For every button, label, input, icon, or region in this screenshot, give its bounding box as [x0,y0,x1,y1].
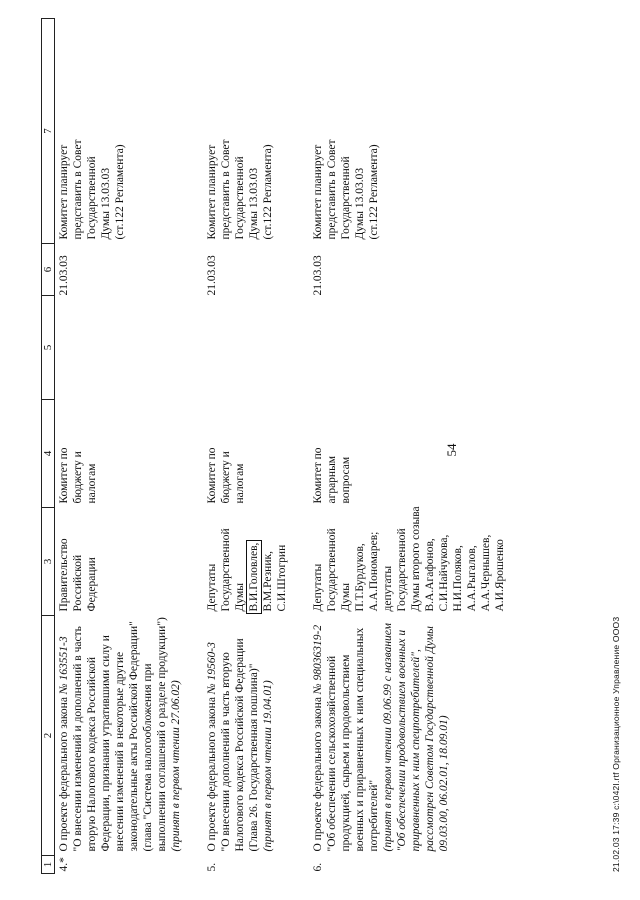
column-header-3: 3 [42,508,55,616]
bill-title [289,616,507,856]
date-cell: 21.03.03 [206,255,218,296]
committee-line: Комитет по [58,447,70,504]
author-line [247,512,261,612]
note-cell [183,19,289,244]
column-header-2: 2 [42,616,55,856]
author-line: А.А.Чернышев, [480,534,492,612]
note-line: представить в Совет [72,139,84,240]
date-cell: 21.03.03 [58,255,70,296]
column-header-4: 4 [42,400,55,508]
bill-title-line: (принят в первом чтении 09.06.99 с названием [382,623,394,852]
bill-title-line: военных и приравненных к ним специальных [354,627,366,852]
column-5-cell [55,296,184,400]
footer-stamp: 21.02.03 17:39 c:\042I.rtf Организационное Управление ООО3 [611,616,621,872]
highlighted-author: В.И.Головлев, [248,542,260,612]
column-header-1: 1 [42,856,55,874]
author-line: Государственной [326,528,338,612]
responsible-committee [289,400,507,508]
note-line: Государственной [86,156,98,240]
bill-title-line: продукцией, сырьем и продовольствием [340,654,352,852]
bill-title [55,616,184,856]
bill-title-lead: О проекте федерального закона [312,694,324,852]
table-row [289,19,507,874]
note-cell [55,19,184,244]
committee-line: налогам [234,463,246,504]
bill-number: № 19560-3 [206,642,218,695]
bill-number: № 98036319-2 [312,624,324,695]
author-line: А.А.Пономарев; [368,531,380,612]
bill-author [183,508,289,616]
author-line: Правительство [58,538,70,612]
bill-title-line: "О внесении дополнений в часть вторую [220,652,232,852]
author-line: А.А.Рыгалов, [466,545,478,612]
author-line: Государственной [396,528,408,612]
bill-title-line [57,620,71,852]
bill-title-line: (Глава 26. Государственная пошлина)" [248,663,260,852]
author-line: Н.И.Поляков, [452,545,464,612]
bill-number: № 163551-3 [58,636,70,695]
author-line: П.Т.Бурдуков, [354,543,366,612]
author-line: Думы [234,583,246,612]
author-line: С.И.Найчукова, [438,534,450,612]
bill-title-line: 09.03.00, 06.02.01, 18.09.01) [438,715,450,852]
bill-title-line: законодательные акты Российской Федерации" [128,621,140,852]
author-line: С.И.Штогрин [276,544,288,612]
note-line: Думы 13.03.03 [354,167,366,240]
bill-title-line: (принят в первом чтении 27.06.02) [170,680,182,852]
column-header-5: 5 [42,296,55,400]
bill-title-line: (принят в первом чтении 19.04.01) [262,680,274,852]
author-line: Думы второго созыва [410,506,422,612]
note-line: (ст.122 Регламента) [114,144,126,240]
bill-title-line: вторую Налогового кодекса Российской [86,657,98,852]
author-line: Российской [72,554,84,612]
date-cell: 21.03.03 [312,255,324,296]
note-line: Думы 13.03.03 [248,167,260,240]
page-number: 54 [444,443,459,457]
note-line: представить в Совет [326,139,338,240]
bill-title-line: "Об обеспечении сельскохозяйственной [326,655,338,852]
column-header-6: 6 [42,244,55,296]
committee-line: бюджету и [220,451,232,504]
bill-title-lead: О проекте федерального закона [58,694,70,852]
bill-title-line [311,620,325,852]
bill-title-lead: О проекте федерального закона [206,694,218,852]
author-line: Государственной [220,528,232,612]
bill-author [55,508,184,616]
committee-line: Комитет по [206,447,218,504]
author-line: В.А.Агафонов, [424,538,436,612]
note-line: Комитет планирует [58,144,70,240]
table-row [55,19,184,874]
committee-line: Комитет по [312,447,324,504]
author-line: В.М.Резник, [262,551,274,612]
bill-title-line: внесении изменений в некоторые другие [114,651,126,852]
bill-title-line: "О внесении изменений и дополнений в часть [72,626,84,852]
bill-title-line: рассмотрен Советом Государственной Думы [424,626,436,852]
column-header-7: 7 [42,19,55,244]
note-line: Комитет планирует [206,144,218,240]
author-line: Думы [340,583,352,612]
committee-line: налогам [86,463,98,504]
note-line: Государственной [340,156,352,240]
bill-title-line: "Об обеспечении продовольствием военных и [396,629,408,852]
table-body [55,19,508,874]
bill-author [289,508,507,616]
author-line: Федерации [86,557,98,612]
bill-title-line: приравненных к ним спецпотребителей", [410,649,422,852]
row-number: 6. [312,862,324,872]
committee-line: вопросам [340,456,352,504]
bill-title-line: Федерации, признании утратившими силу и [100,635,112,852]
table-row [183,19,289,874]
bill-title-line [205,620,219,852]
note-line: Государственной [234,156,246,240]
bills-table [41,18,507,874]
bill-title [183,616,289,856]
note-line: представить в Совет [220,139,232,240]
bill-title-line: потребителей" [368,779,380,852]
note-cell [289,19,507,244]
bill-title-line: выполнении соглашений о разделе продукции") [156,617,168,852]
note-line: (ст.122 Регламента) [262,144,274,240]
column-5-cell [289,296,507,400]
author-line: Депутаты [206,563,218,612]
note-line: Комитет планирует [312,144,324,240]
bill-title-line: (глава "Система налогообложения при [142,663,154,852]
column-5-cell [183,296,289,400]
note-line: Думы 13.03.03 [100,167,112,240]
author-line: А.И.Ярошенко [494,539,506,612]
responsible-committee [55,400,184,508]
committee-line: аграрным [326,455,338,504]
column-header-row [42,19,55,874]
responsible-committee [183,400,289,508]
committee-line: бюджету и [72,451,84,504]
note-line: (ст.122 Регламента) [368,144,380,240]
bill-title-line: Налогового кодекса Российской Федерации [234,638,246,852]
author-line: депутаты [382,565,394,612]
row-number: 4.* [58,857,70,872]
author-line: Депутаты [312,563,324,612]
row-number: 5. [206,862,218,872]
